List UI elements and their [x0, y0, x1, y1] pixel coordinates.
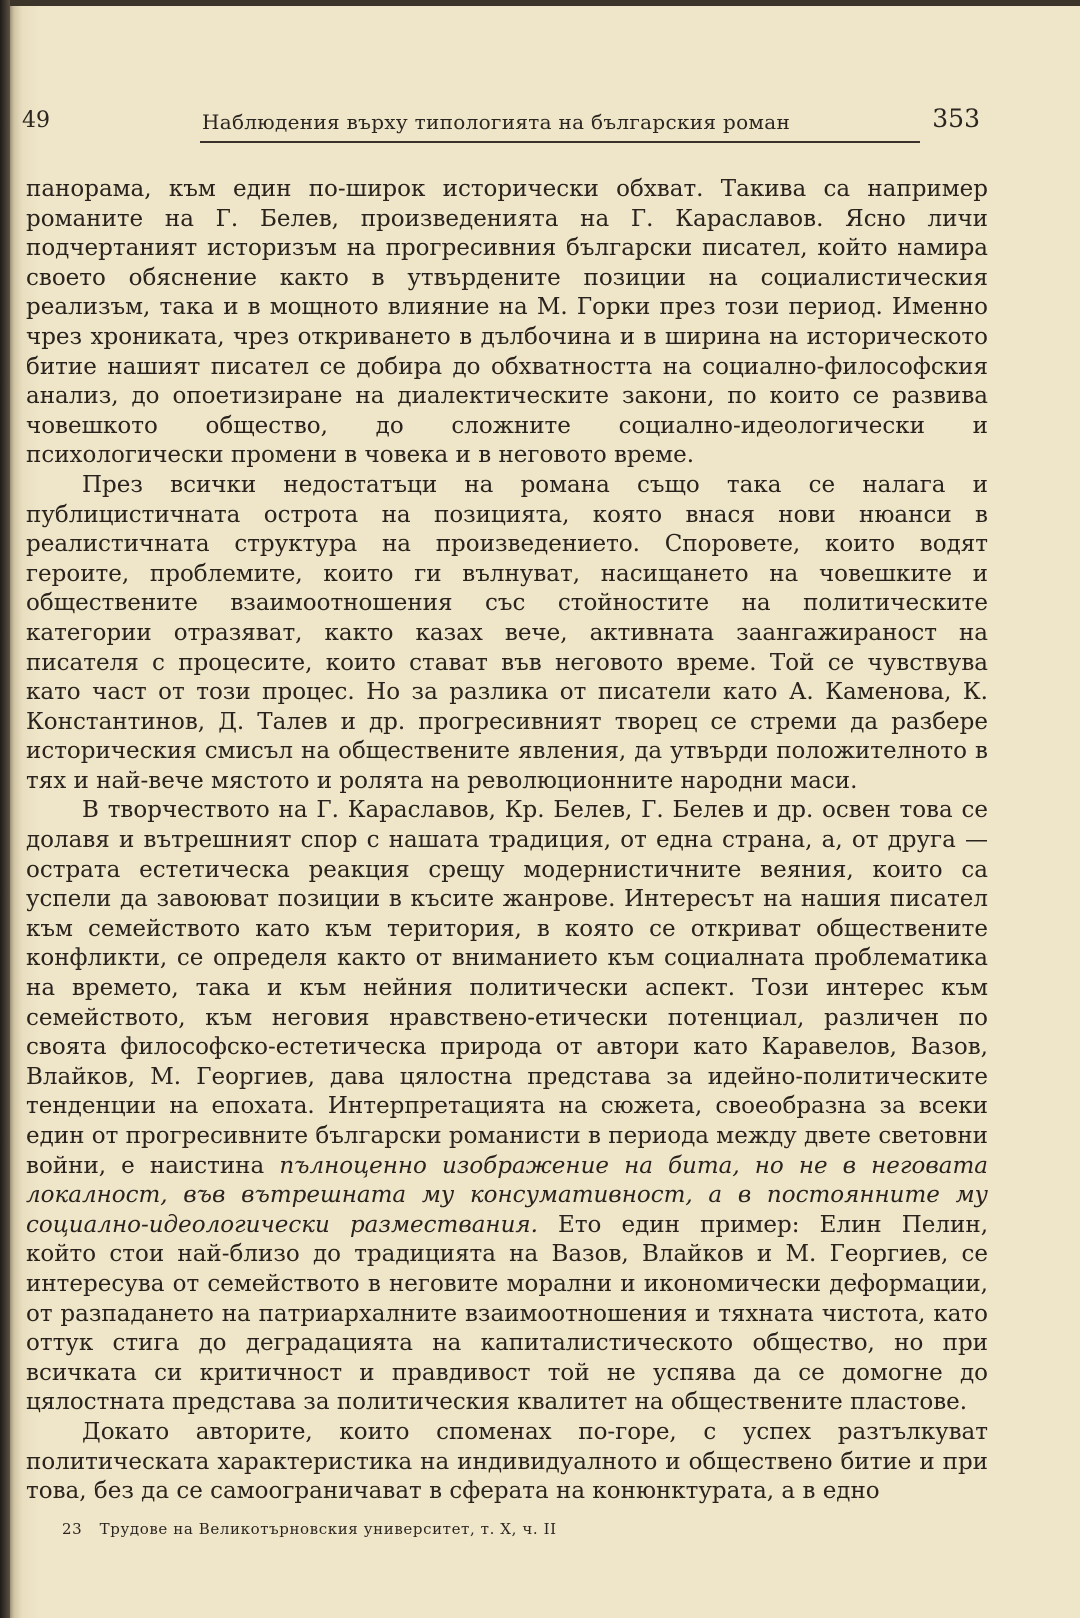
- running-header: [22, 104, 980, 144]
- paragraph-3-text-after: Ето един пример: Елин Пелин, който стои най-близо до традицията на Вазов, Влайков и М. Георгиев, се интересува от семейството в неговите морални и икономически деформации, от разпадането на патриархалните взаимоотношения и тяхната чистота, като оттук стига до деградацията на капиталистическото общество, но при всичката си критичност и правдивост той не успява да се домогне до цялостната представа за политическия квалитет на обществените пластове.: [26, 1211, 988, 1416]
- footer-signature: [62, 1520, 557, 1538]
- previous-page-number: 49: [22, 108, 50, 133]
- paragraph-2: През всички недостатъци на романа също така се налага и публицистичната острота на позицията, която внася нови нюанси в реалистичната структура на произведението. Споровете, които водят героите, проблемите, които ги вълнуват, насищането на човешките и обществените взаимоотношения със стойностите на политическите категории отразяват, както казах вече, активната заангажираност на писателя с процесите, които стават във неговото време. Той се чувствува като част от този процес. Но за разлика от писатели като А. Каменова, К. Константинов, Д. Талев и др. прогресивният творец се стреми да разбере историческия смисъл на обществените явления, да утвърди положителното в тях и най-вече мястото и ролята на революционните народни маси.: [26, 471, 988, 794]
- header-rule: [200, 141, 920, 143]
- page-top-edge: [0, 0, 1080, 6]
- paragraph-3-italic-phrase: пълноценно изображение на бита, но не в неговата локалност, във вътрешната му консумативност, а в постоянните му социално-идеологически размествания.: [26, 1152, 989, 1238]
- signature-number: 23: [62, 1520, 83, 1538]
- footer-publication: Трудове на Великотърновския университет, т. X, ч. II: [99, 1520, 557, 1538]
- paragraph-3: [26, 796, 988, 1417]
- body-text: [26, 175, 988, 1507]
- paragraph-1: панорама, към един по-широк исторически обхват. Такива са например романите на Г. Белев, произведенията на Г. Караславов. Ясно личи подчертаният историзъм на прогресивния български писател, който намира своето обяснение както в утвърдените позиции на социалистическия реализъм, така и в мощното влияние на М. Горки през този период. Именно чрез хрониката, чрез откриването в дълбочина и в ширина на историческото битие нашият писател се добира до обхватността на социално-философския анализ, до опоетизиране на диалектическите закони, по които се развива човешкото общество, до сложните социално-идеологически и психологически промени в човека и в неговото време.: [26, 176, 988, 469]
- book-binding-shadow: [0, 0, 10, 1618]
- paragraph-3-text-before: В творчеството на Г. Караславов, Кр. Белев, Г. Белев и др. освен това се долавя и вътрешният спор с нашата традиция, от една страна, а, от друга — острата естетическа реакция срещу модернистичните веяния, които са успели да завоюват позиции в късите жанрове. Интересът на нашия писател към семейството като към територия, в която се откриват обществените конфликти, се определя както от вниманието към социалната проблематика на времето, така и към нейния политически аспект. Този интерес към семейството, към неговия нравствено-етически потенциал, различен по своята философско-естетическа природа от автори като Каравелов, Вазов, Влайков, М. Георгиев, дава цялостна представа за идейно-политическите тенденции на епохата. Интерпретацията на сюжета, своеобразна за всеки един от прогресивните български романисти в периода между двете световни войни, е наистина: [26, 797, 988, 1179]
- running-title: Наблюдения върху типологията на българския роман: [202, 110, 791, 134]
- page-number: 353: [932, 104, 980, 133]
- paragraph-4: Докато авторите, които споменах по-горе, с успех разтълкуват политическата характеристика на индивидуалното и обществено битие и при това, без да се самоограничават в сферата на конюнктурата, а в едно: [26, 1418, 988, 1505]
